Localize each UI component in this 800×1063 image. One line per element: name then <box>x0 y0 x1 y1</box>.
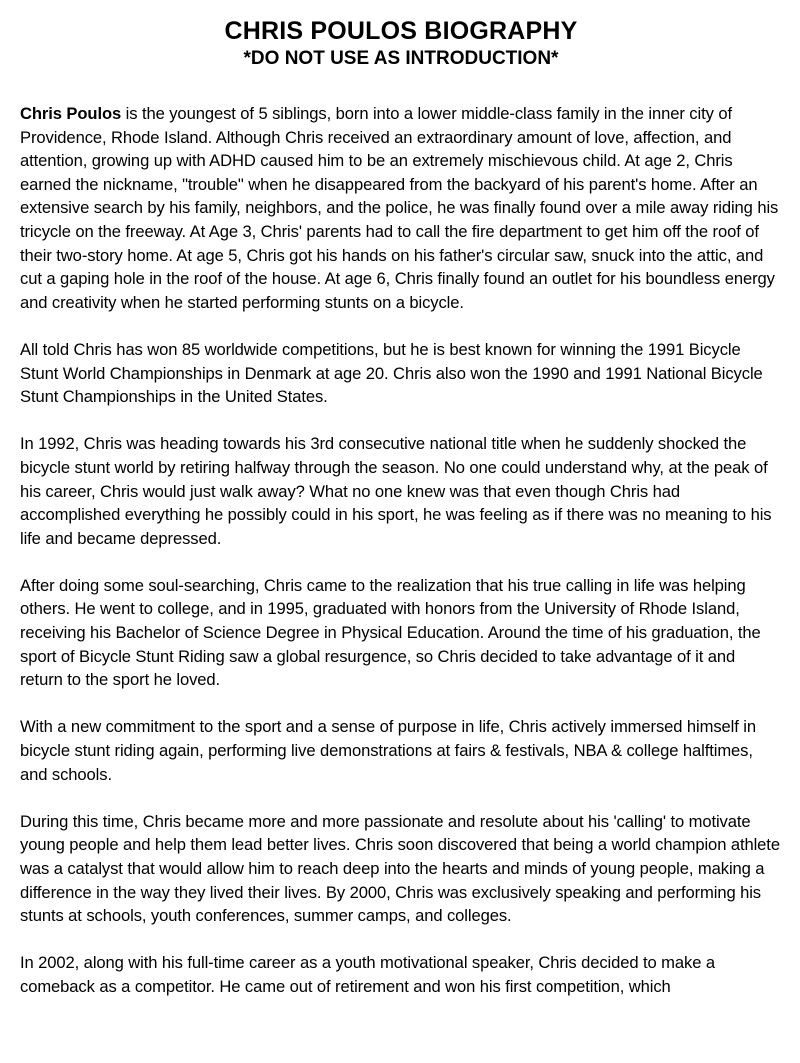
paragraph-5: With a new commitment to the sport and a sense of purpose in life, Chris actively immersed himself in bicycle stunt riding again, performing live demonstrations at fairs & festivals, NBA & college halftimes, and schools. <box>20 717 757 784</box>
document-page <box>20 16 782 1022</box>
paragraph-2: All told Chris has won 85 worldwide competitions, but he is best known for winning the 1991 Bicycle Stunt World Championships in Denmark at age 20. Chris also won the 1990 and 1991 National Bicycle Stunt Championships in the United States. <box>20 339 763 407</box>
paragraph-1-text: is the youngest of 5 siblings, born into a lower middle-class family in the inner city of Providence, Rhode Island. Although Chris received an extraordinary amount of love, affection, and attention, growing up with ADHD caused him to be an extremely mischievous child. At age 2, Chris earned the nickname, "trouble" when he disappeared from the backyard of his parent's home. After an extensive search by his family, neighbors, and the police, he was finally found over a mile away riding his tricycle on the freeway. At Age 3, Chris' parents had to call the fire department to get him off the roof of their two-story home. At age 5, Chris got his hands on his father's circular saw, snuck into the attic, and cut a gaping hole in the roof of the house. At age 6, Chris finally found an outlet for his boundless energy and creativity when he started performing stunts on a bicycle. <box>20 104 779 312</box>
paragraph-1 <box>20 102 782 314</box>
document-title: CHRIS POULOS BIOGRAPHY <box>224 17 578 45</box>
paragraph-7: In 2002, along with his full-time career as a youth motivational speaker, Chris decided to make a comeback as a competitor. He came out of retirement and won his first competition, which <box>20 953 715 996</box>
paragraph-6: During this time, Chris became more and more passionate and resolute about his 'calling' to motivate young people and help them lead better lives. Chris soon discovered that being a world champion athlete was a catalyst that would allow him to reach deep into the hearts and minds of young people, making a difference in the way they lived their lives. By 2000, Chris was exclusively speaking and performing his stunts at schools, youth conferences, summer camps, and colleges. <box>20 811 780 926</box>
paragraph-3: In 1992, Chris was heading towards his 3rd consecutive national title when he suddenly shocked the bicycle stunt world by retiring halfway through the season. No one could understand why, at the peak of his career, Chris would just walk away? What no one knew was that even though Chris had accomplished everything he possibly could in his sport, he was feeling as if there was no meaning to his life and became depressed. <box>20 434 772 548</box>
paragraph-4: After doing some soul-searching, Chris came to the realization that his true calling in life was helping others. He went to college, and in 1995, graduated with honors from the University of Rhode Island, receiving his Bachelor of Science Degree in Physical Education. Around the time of his graduation, the sport of Bicycle Stunt Riding saw a global resurgence, so Chris decided to take advantage of it and return to the sport he loved. <box>20 575 761 690</box>
document-subtitle: *DO NOT USE AS INTRODUCTION* <box>243 48 559 69</box>
lead-name: Chris Poulos <box>20 104 122 123</box>
